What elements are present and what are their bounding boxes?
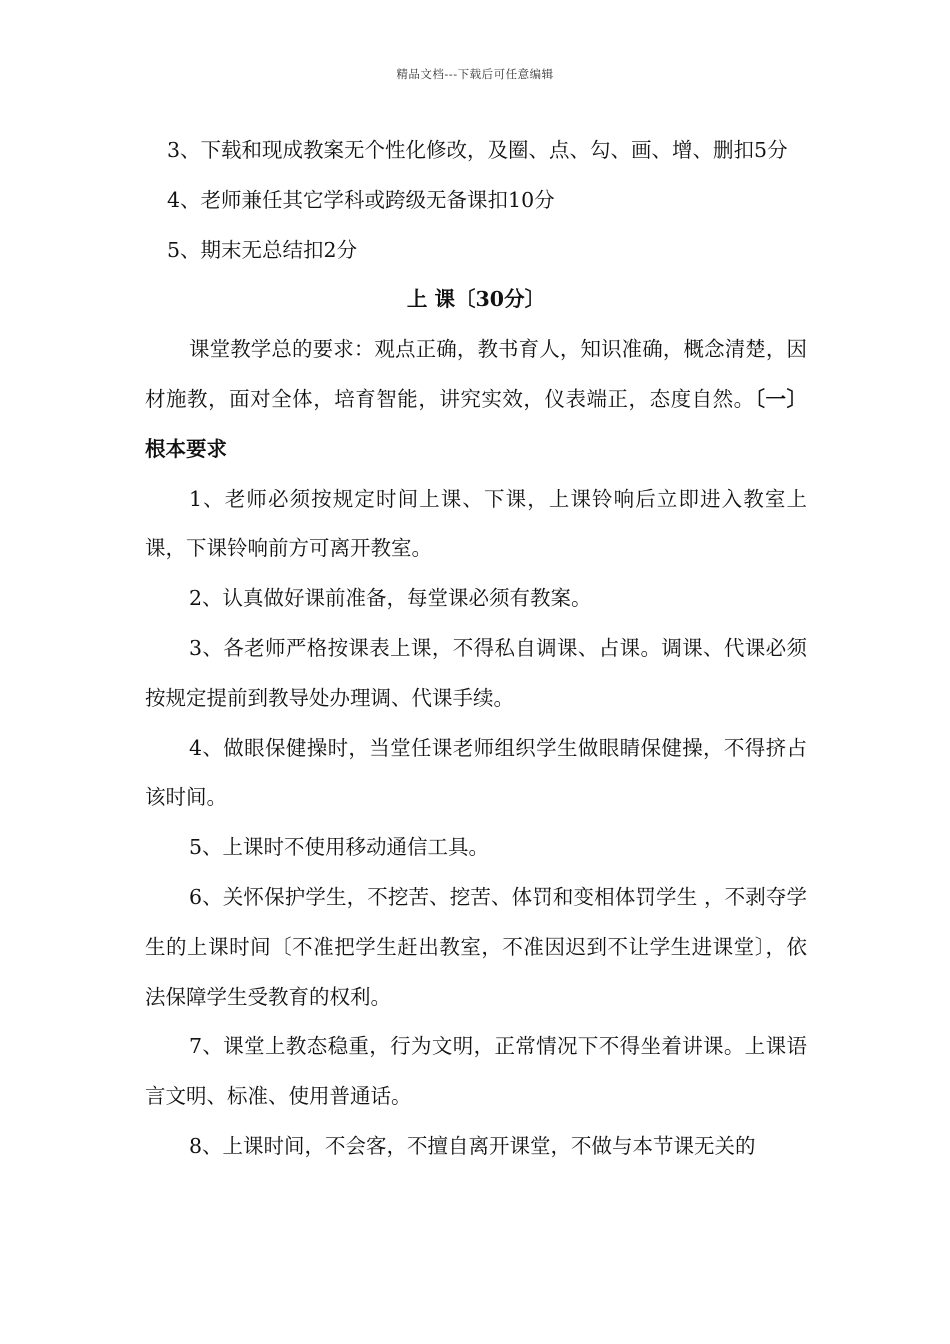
page-header: 精品文档---下载后可任意编辑: [396, 67, 554, 81]
list-item: 7、课堂上教态稳重，行为文明，正常情况下不得坐着讲课。上课语言文明、标准、使用普通话。: [145, 1034, 807, 1109]
list-item: 6、关怀保护学生，不挖苦、挖苦、体罚和变相体罚学生 ，不剥夺学生的上课时间〔不准把学生赶出教室，不准因迟到不让学生进课堂〕，依法保障学生受教育的权利。: [145, 884, 807, 1009]
list-item: 3、各老师严格按课表上课，不得私自调课、占课。调课、代课必须按规定提前到教导处办理调、代课手续。: [145, 635, 807, 710]
list-item: 5、期末无总结扣2分: [167, 237, 358, 262]
list-item: 4、老师兼任其它学科或跨级无备课扣10分: [167, 187, 555, 212]
section-heading: 上 课〔30分〕: [406, 287, 546, 312]
document-body: [145, 126, 807, 1172]
list-item: 1、老师必须按规定时间上课、下课，上课铃响后立即进入教室上课，下课铃响前方可离开教室。: [145, 486, 807, 561]
list-item: 2、认真做好课前准备，每堂课必须有教案。: [189, 586, 592, 611]
list-item: 5、上课时不使用移动通信工具。: [189, 835, 490, 860]
list-item: 8、上课时间，不会客，不擅自离开课堂，不做与本节课无关的: [189, 1133, 756, 1158]
list-item: 4、做眼保健操时，当堂任课老师组织学生做眼睛保健操，不得挤占该时间。: [145, 735, 807, 810]
list-item: 3、下载和现成教案无个性化修改，及圈、点、勾、画、增、删扣5分: [167, 138, 788, 162]
intro-text: 课堂教学总的要求：观点正确，教书育人，知识准确，概念清楚，因材施教，面对全体，培育智能，讲究实效，仪表端正，态度自然。: [145, 337, 807, 411]
section-intro: [145, 325, 807, 474]
subheading: 〔一〕根本要求: [145, 386, 808, 461]
